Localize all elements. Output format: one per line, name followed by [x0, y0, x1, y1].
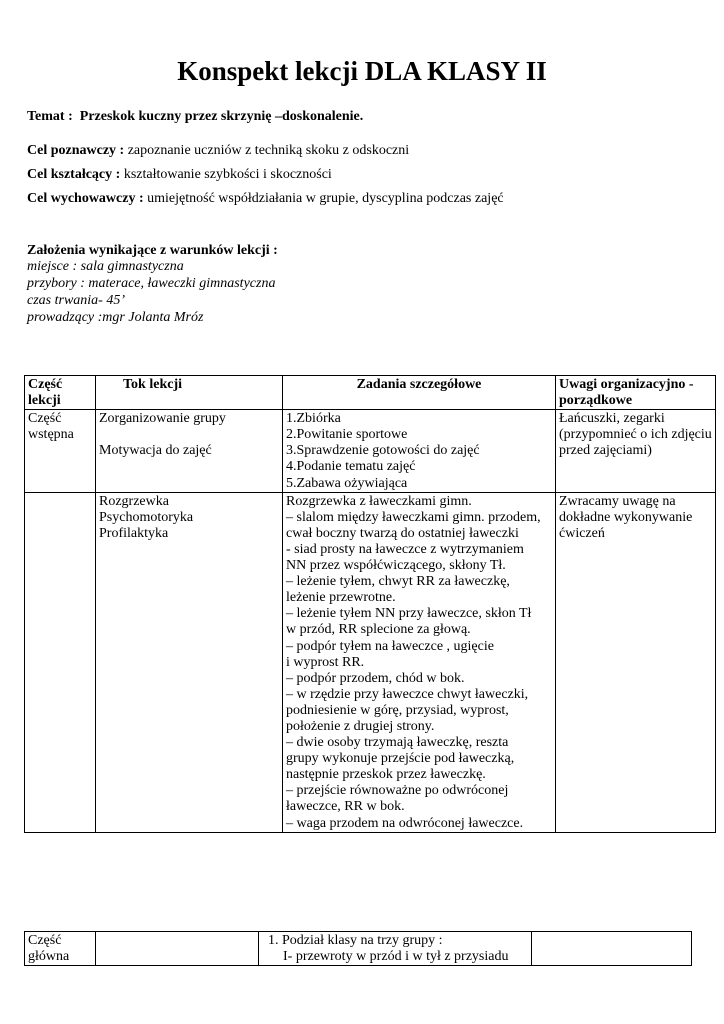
tok-item: Psychomotoryka	[99, 509, 194, 525]
task-item: - siad prosty na ławeczce z wytrzymaniem	[286, 541, 524, 557]
header-notes: Uwagi organizacyjno - porządkowe	[556, 376, 716, 410]
task-item: – waga przodem na odwróconej ławeczce.	[286, 815, 524, 831]
task-item: – dwie osoby trzymają ławeczkę, reszta	[286, 735, 509, 751]
cell-notes	[532, 932, 692, 966]
task-item: NN przez współćwiczącego, skłony Tł.	[286, 558, 506, 574]
task-item: podniesienie w górę, przysiad, wyprost,	[286, 702, 509, 718]
task-item: 2.Powitanie sportowe	[286, 427, 408, 443]
tok-item: Motywacja do zajęć	[99, 443, 212, 459]
goal-label: Cel wychowawczy :	[27, 191, 144, 206]
goal-label: Cel kształcący :	[27, 167, 121, 182]
assumption-place: miejsce : sala gimnastyczna	[27, 259, 184, 274]
goal-upbringing	[27, 190, 504, 207]
task-item: – slalom między ławeczkami gimn. przodem,	[286, 509, 541, 525]
header-tok: Tok lekcji	[96, 376, 283, 410]
task-item: 4.Podanie tematu zajęć	[286, 459, 416, 475]
cell-tasks	[259, 932, 532, 966]
task-item: 5.Zabawa ożywiająca	[286, 475, 408, 491]
task-item: – w rzędzie przy ławeczce chwyt ławeczki,	[286, 686, 529, 702]
task-item: w przód, RR splecione za głową.	[286, 622, 471, 638]
tok-item: Zorganizowanie grupy	[99, 411, 226, 427]
goal-label: Cel poznawczy :	[27, 143, 125, 158]
goal-value: kształtowanie szybkości i skoczności	[123, 167, 332, 182]
assumption-teacher: prowadzący :mgr Jolanta Mróz	[27, 310, 204, 325]
topic-label: Temat :	[27, 109, 73, 124]
task-item: 3.Sprawdzenie gotowości do zajęć	[286, 443, 480, 459]
assumption-duration: czas trwania- 45’	[27, 293, 125, 308]
goal-value: umiejętność współdziałania w grupie, dyscyplina podczas zajęć	[147, 191, 504, 206]
task-item: Rozgrzewka z ławeczkami gimn.	[286, 493, 472, 509]
cell-part: Część główna	[25, 932, 96, 966]
cell-tok	[96, 410, 283, 492]
task-item: – podpór tyłem na ławeczce , ugięcie	[286, 638, 494, 654]
cell-tasks	[283, 492, 556, 832]
cell-part	[25, 492, 96, 832]
task-item: leżenie przewrotne.	[286, 590, 396, 606]
cell-tok	[96, 932, 259, 966]
header-part: Część lekcji	[25, 376, 96, 410]
table-row	[25, 410, 716, 492]
task-item: i wyprost RR.	[286, 654, 365, 670]
tok-item: Profilaktyka	[99, 525, 169, 541]
table-row	[25, 492, 716, 832]
lesson-table	[24, 375, 716, 833]
task-item: grupy wykonuje przejście pod ławeczką,	[286, 751, 515, 767]
assumptions-heading: Założenia wynikające z warunków lekcji :	[27, 243, 278, 258]
task-item: – leżenie tyłem NN przy ławeczce, skłon Tł	[286, 606, 532, 622]
topic-line	[27, 108, 363, 125]
cell-tasks	[283, 410, 556, 492]
main-part-table	[24, 931, 692, 966]
task-item: – leżenie tyłem, chwyt RR za ławeczkę,	[286, 574, 510, 590]
cell-part: Część wstępna	[25, 410, 96, 492]
task-item: – przejście równoważne po odwróconej	[286, 783, 509, 799]
table-header-row	[25, 376, 716, 410]
goal-value: zapoznanie uczniów z techniką skoku z odskoczni	[127, 143, 410, 158]
task-item: 1.Zbiórka	[286, 411, 341, 427]
topic-value: Przeskok kuczny przez skrzynię –doskonalenie.	[79, 109, 364, 124]
cell-tok	[96, 492, 283, 832]
task-item: następnie przeskok przez ławeczkę.	[286, 767, 486, 783]
goal-cognitive	[27, 142, 409, 159]
task-item: I- przewroty w przód i w tył z przysiadu	[283, 949, 509, 965]
task-item: cwał boczny twarzą do ostatniej ławeczki	[286, 525, 519, 541]
assumption-equipment: przybory : materace, ławeczki gimnastyczna	[27, 276, 276, 291]
tok-item: Rozgrzewka	[99, 493, 169, 509]
task-item: 1. Podział klasy na trzy grupy :	[268, 933, 443, 948]
header-tasks: Zadania szczegółowe	[283, 376, 556, 410]
table-row	[25, 932, 692, 966]
task-item: położenie z drugiej strony.	[286, 718, 435, 734]
goal-educational	[27, 166, 332, 183]
page-title: Konspekt lekcji DLA KLASY II	[177, 56, 547, 86]
cell-notes: Zwracamy uwagę na dokładne wykonywanie ćwiczeń	[556, 492, 716, 832]
cell-notes: Łańcuszki, zegarki (przypomnieć o ich zdjęciu przed zajęciami)	[556, 410, 716, 492]
task-item: – podpór przodem, chód w bok.	[286, 670, 465, 686]
task-item: ławeczce, RR w bok.	[286, 799, 405, 815]
